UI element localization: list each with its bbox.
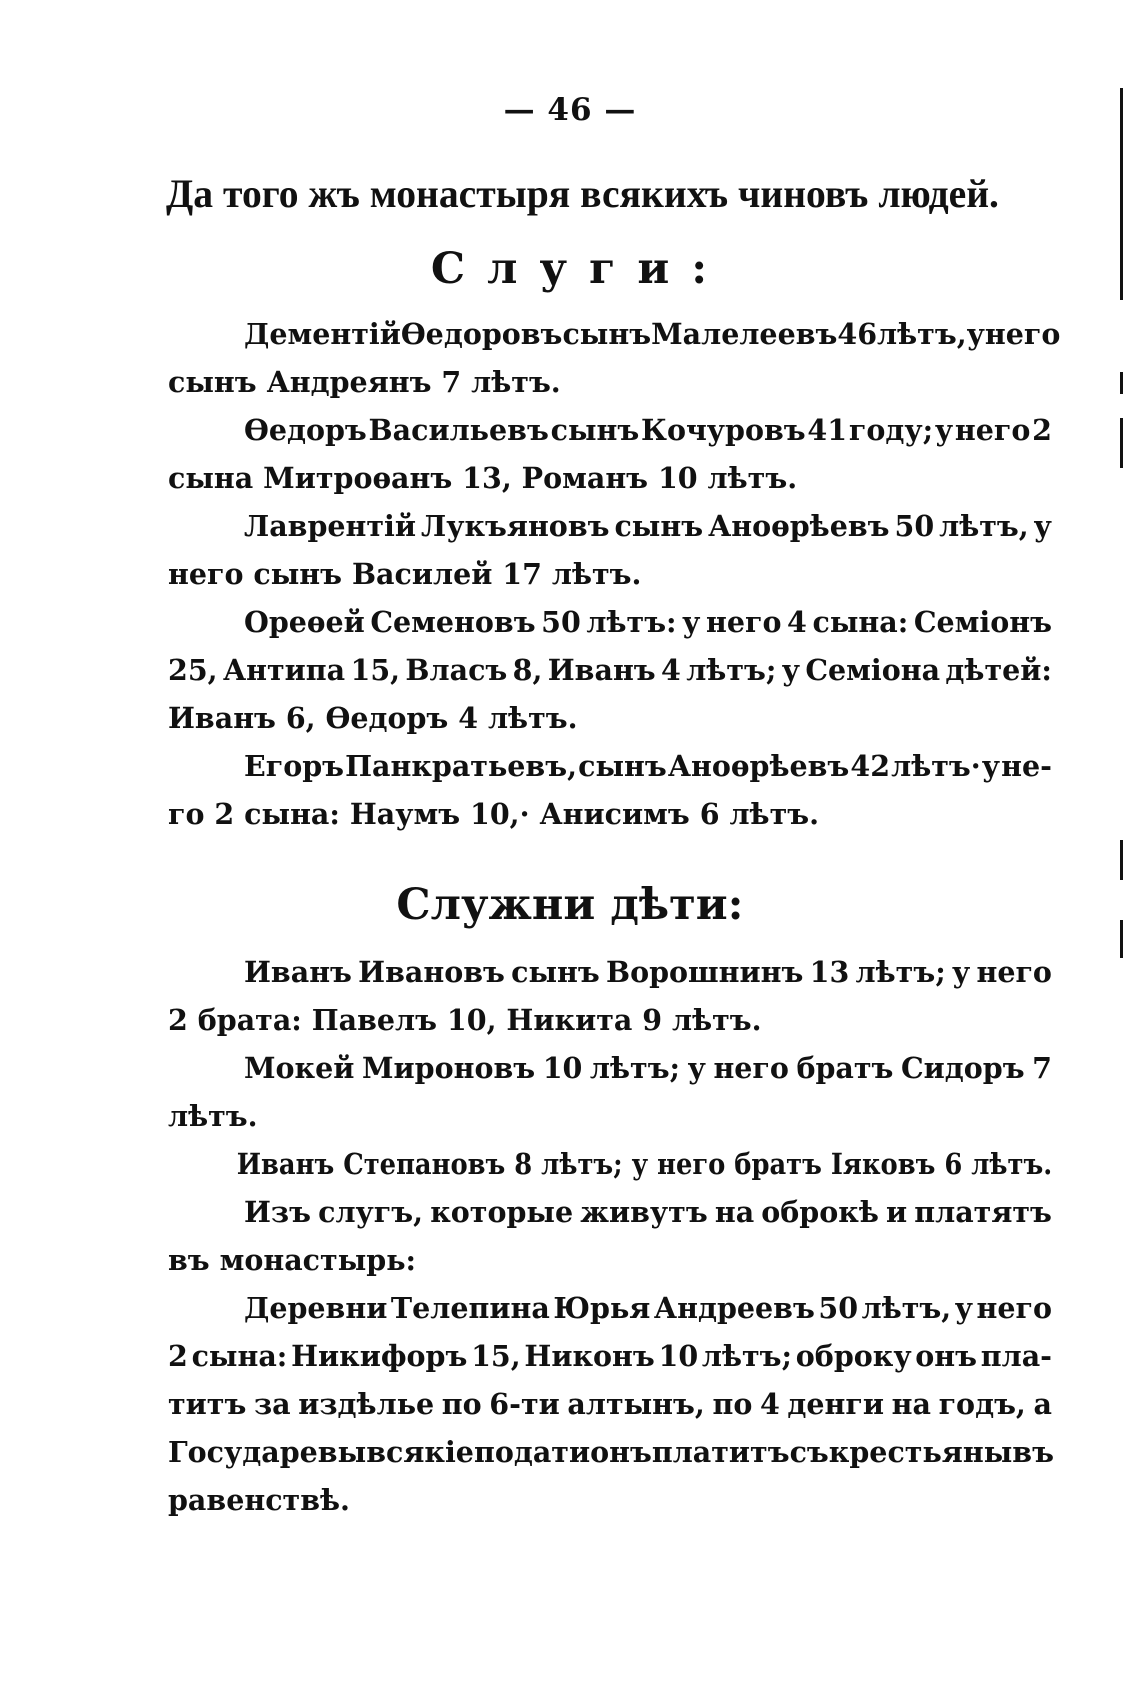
paragraph <box>168 502 1052 598</box>
text-line: Иванъ 6, Ѳедоръ 4 лѣтъ. <box>168 701 578 735</box>
text-line: сынъ Андреянъ 7 лѣтъ. <box>168 365 561 399</box>
section-title-slugi: Слуги: <box>430 244 730 294</box>
text-line: Егоръ Панкратьевъ, сынъ Аноѳрѣевъ 42 лѣтъ· у не- <box>244 749 1052 783</box>
text-line: Деревни Телепина Юрья Андреевъ 50 лѣтъ, у него <box>244 1291 1052 1325</box>
text-line: Изъ слугъ, которые живутъ на оброкѣ и платятъ <box>244 1195 1052 1229</box>
text-line: лѣтъ. <box>168 1099 258 1133</box>
text-line: Иванъ Ивановъ сынъ Ворошнинъ 13 лѣтъ; у него <box>244 955 1052 989</box>
paragraph <box>168 742 1052 838</box>
text-line: равенствѣ. <box>168 1483 350 1517</box>
section-title-sluzhni-deti: Служни дѣти: <box>396 880 744 930</box>
paragraph <box>168 1044 1052 1140</box>
paragraph <box>168 1188 1052 1284</box>
text-line: титъ за издѣлье по 6-ти алтынъ, по 4 денги на годъ, а <box>168 1387 1052 1421</box>
text-line: сына Митроѳанъ 13, Романъ 10 лѣтъ. <box>168 461 798 495</box>
page-heading: Да того жъ монастыря всякихъ чиновъ людей. <box>166 171 999 216</box>
text-line: 25, Антипа 15, Власъ 8, Иванъ 4 лѣтъ; у Семіона дѣтей: <box>168 653 1052 687</box>
text-line: Мокей Мироновъ 10 лѣтъ; у него братъ Сидоръ 7 <box>244 1051 1052 1085</box>
text-line: Ореѳей Семеновъ 50 лѣтъ: у него 4 сына: Семіонъ <box>244 605 1052 639</box>
text-line: Лаврентій Лукъяновъ сынъ Аноѳрѣевъ 50 лѣтъ, у <box>244 509 1052 543</box>
paragraph <box>168 406 1052 502</box>
text-line: Государевы всякіе подати онъ платитъ съ крестьяны въ <box>168 1435 1054 1469</box>
page-number: — 46 — <box>503 92 637 128</box>
paragraph <box>168 1140 1052 1188</box>
text-line: 2 брата: Павелъ 10, Никита 9 лѣтъ. <box>168 1003 762 1037</box>
scan-edge-marks <box>1110 0 1140 1704</box>
text-line: Дементій Ѳедоровъ сынъ Малелеевъ 46 лѣтъ, у него <box>244 317 1061 351</box>
text-line: Иванъ Степановъ 8 лѣтъ; у него братъ Іяковъ 6 лѣтъ. <box>236 1147 1053 1181</box>
section-sluzhni-deti-body <box>168 948 1052 1524</box>
section-slugi-body <box>168 310 1061 838</box>
text-line: го 2 сына: Наумъ 10,· Анисимъ 6 лѣтъ. <box>168 797 820 831</box>
paragraph <box>168 1284 1052 1524</box>
text-line: 2 сына: Никифоръ 15, Никонъ 10 лѣтъ; оброку онъ пла- <box>168 1339 1052 1373</box>
paragraph <box>168 948 1052 1044</box>
text-line: него сынъ Василей 17 лѣтъ. <box>168 557 642 591</box>
paragraph <box>168 310 1061 406</box>
text-line: въ монастырь: <box>168 1243 417 1277</box>
text-line: Ѳедоръ Васильевъ сынъ Кочуровъ 41 году; у него 2 <box>244 413 1052 447</box>
paragraph <box>168 598 1052 742</box>
